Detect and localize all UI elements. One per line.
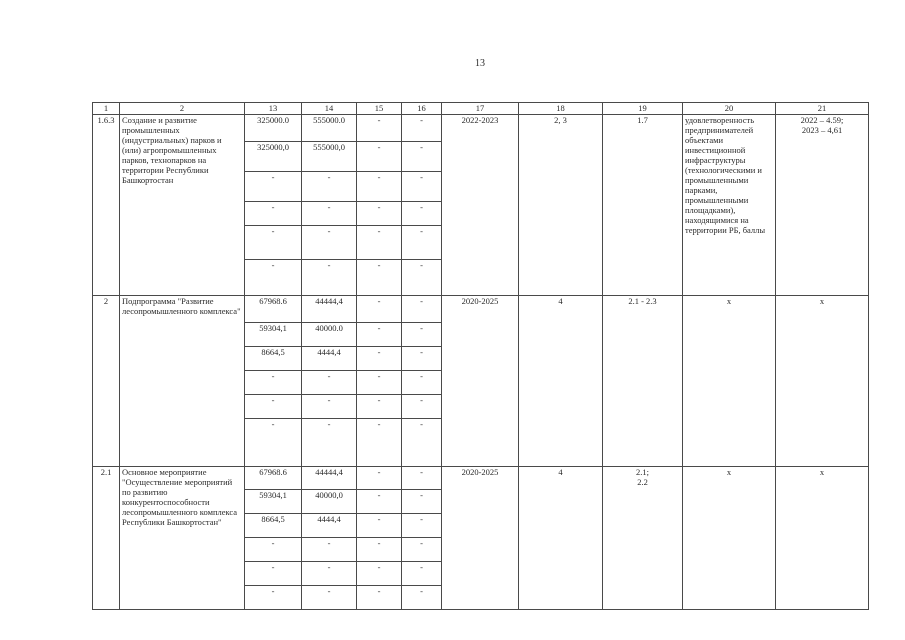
header-cell: 1 xyxy=(93,103,120,115)
funding-cell: 555000.0 xyxy=(302,115,357,142)
funding-cell: - xyxy=(357,296,402,323)
funding-cell: - xyxy=(357,467,402,490)
funding-cell: - xyxy=(302,226,357,260)
table-row xyxy=(93,115,869,142)
funding-cell: 59304,1 xyxy=(245,323,302,347)
funding-cell: - xyxy=(302,172,357,202)
task-cell: 2.1; 2.2 xyxy=(603,467,683,610)
indicator-value-cell: x xyxy=(776,467,869,610)
funding-cell: - xyxy=(357,514,402,538)
item-name-cell: Основное мероприятие "Осуществление мероприятий по развитию конкурентоспособности лесопромышленного комплекса Республики Башкортостан" xyxy=(120,467,245,610)
table-body xyxy=(93,115,869,610)
header-cell: 16 xyxy=(402,103,442,115)
funding-cell: - xyxy=(357,172,402,202)
funding-cell: - xyxy=(357,371,402,395)
funding-cell: - xyxy=(357,538,402,562)
period-cell: 2020-2025 xyxy=(442,296,519,467)
funding-cell: - xyxy=(357,395,402,419)
table-row xyxy=(93,296,869,323)
funding-cell: - xyxy=(302,538,357,562)
funding-cell: 40000.0 xyxy=(302,323,357,347)
header-cell: 18 xyxy=(519,103,603,115)
funding-cell: - xyxy=(302,371,357,395)
funding-cell: - xyxy=(357,419,402,467)
funding-cell: 44444,4 xyxy=(302,467,357,490)
funding-cell: - xyxy=(357,226,402,260)
header-cell: 13 xyxy=(245,103,302,115)
indicator-cell: x xyxy=(683,467,776,610)
goal-cell: 4 xyxy=(519,467,603,610)
funding-cell: - xyxy=(357,490,402,514)
indicator-cell: удовлетворенность предпринимателей объектами инвестиционной инфраструктуры (технологическими и промышленными парками, промышленными площадками), находящимися на территории РБ, баллы xyxy=(683,115,776,296)
funding-cell: 4444,4 xyxy=(302,514,357,538)
funding-cell: - xyxy=(402,419,442,467)
funding-cell: - xyxy=(245,419,302,467)
header-cell: 17 xyxy=(442,103,519,115)
funding-cell: - xyxy=(402,172,442,202)
goal-cell: 2, 3 xyxy=(519,115,603,296)
funding-cell: - xyxy=(302,260,357,296)
funding-cell: - xyxy=(402,395,442,419)
funding-cell: - xyxy=(357,115,402,142)
funding-cell: - xyxy=(402,490,442,514)
funding-cell: - xyxy=(357,142,402,172)
period-cell: 2022-2023 xyxy=(442,115,519,296)
funding-cell: - xyxy=(402,347,442,371)
header-cell: 20 xyxy=(683,103,776,115)
funding-cell: - xyxy=(302,562,357,586)
table-row xyxy=(93,467,869,490)
funding-cell: 8664,5 xyxy=(245,347,302,371)
funding-cell: - xyxy=(245,562,302,586)
funding-cell: - xyxy=(402,260,442,296)
funding-cell: - xyxy=(245,586,302,610)
header-cell: 15 xyxy=(357,103,402,115)
funding-cell: 59304,1 xyxy=(245,490,302,514)
funding-cell: - xyxy=(402,296,442,323)
task-cell: 1.7 xyxy=(603,115,683,296)
funding-cell: - xyxy=(302,202,357,226)
indicator-value-cell: x xyxy=(776,296,869,467)
header-cell: 21 xyxy=(776,103,869,115)
funding-cell: 67968.6 xyxy=(245,467,302,490)
indicator-cell: x xyxy=(683,296,776,467)
funding-cell: - xyxy=(245,172,302,202)
funding-cell: - xyxy=(402,514,442,538)
funding-cell: 325000.0 xyxy=(245,115,302,142)
period-cell: 2020-2025 xyxy=(442,467,519,610)
funding-cell: 40000,0 xyxy=(302,490,357,514)
funding-cell: 44444,4 xyxy=(302,296,357,323)
funding-cell: - xyxy=(357,202,402,226)
header-cell: 19 xyxy=(603,103,683,115)
funding-cell: 67968.6 xyxy=(245,296,302,323)
item-number-cell: 2 xyxy=(93,296,120,467)
funding-cell: - xyxy=(402,538,442,562)
funding-cell: - xyxy=(402,586,442,610)
indicator-value-cell: 2022 – 4.59; 2023 – 4,61 xyxy=(776,115,869,296)
table-header xyxy=(93,103,869,115)
funding-cell: - xyxy=(357,586,402,610)
funding-cell: - xyxy=(245,202,302,226)
funding-cell: - xyxy=(245,226,302,260)
funding-cell: - xyxy=(357,260,402,296)
program-table xyxy=(92,102,869,610)
funding-cell: - xyxy=(402,202,442,226)
funding-cell: - xyxy=(402,323,442,347)
goal-cell: 4 xyxy=(519,296,603,467)
funding-cell: - xyxy=(357,562,402,586)
funding-cell: - xyxy=(357,347,402,371)
funding-cell: 8664,5 xyxy=(245,514,302,538)
funding-cell: - xyxy=(402,115,442,142)
task-cell: 2.1 - 2.3 xyxy=(603,296,683,467)
funding-cell: 325000,0 xyxy=(245,142,302,172)
funding-cell: - xyxy=(402,142,442,172)
item-name-cell: Подпрограмма "Развитие лесопромышленного комплекса" xyxy=(120,296,245,467)
funding-cell: - xyxy=(302,586,357,610)
funding-cell: 555000,0 xyxy=(302,142,357,172)
header-cell: 2 xyxy=(120,103,245,115)
page-number: 13 xyxy=(475,58,485,69)
funding-cell: - xyxy=(402,467,442,490)
funding-cell: - xyxy=(357,323,402,347)
funding-cell: - xyxy=(402,226,442,260)
header-cell: 14 xyxy=(302,103,357,115)
funding-cell: - xyxy=(245,260,302,296)
funding-cell: - xyxy=(245,395,302,419)
funding-cell: - xyxy=(302,395,357,419)
funding-cell: - xyxy=(402,371,442,395)
funding-cell: 4444,4 xyxy=(302,347,357,371)
funding-cell: - xyxy=(302,419,357,467)
item-number-cell: 1.6.3 xyxy=(93,115,120,296)
funding-cell: - xyxy=(245,538,302,562)
funding-cell: - xyxy=(245,371,302,395)
funding-cell: - xyxy=(402,562,442,586)
item-name-cell: Создание и развитие промышленных (индустриальных) парков и (или) агропромышленных парков, технопарков на территории Республики Башкортостан xyxy=(120,115,245,296)
item-number-cell: 2.1 xyxy=(93,467,120,610)
